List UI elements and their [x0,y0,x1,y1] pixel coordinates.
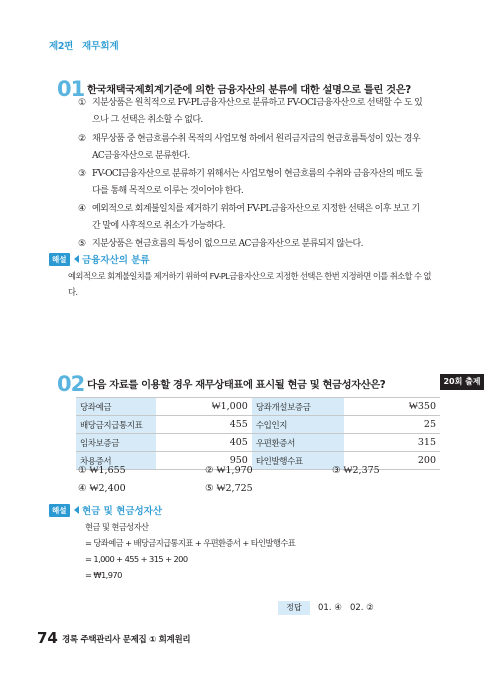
table-label: 당좌예금 [76,398,156,416]
table-row [76,398,440,416]
option-3 [78,166,423,200]
table-label: 타인발행수표 [252,452,345,470]
option-text: 지분상품은 현금흐름의 특성이 없으므로 AC금융자산으로 분류되지 않는다. [92,239,363,249]
question-number: 01 [57,77,85,101]
question-number: 02 [57,372,85,396]
table-value: 25 [344,416,440,434]
part-label: 제2편 [49,41,74,52]
pointer-arrow-icon [74,506,79,514]
table-row [76,416,440,434]
explanation-line: = 1,000 + 455 + 315 + 200 [85,554,188,564]
option-marker: ② [78,134,86,144]
table-row [76,434,440,452]
choice-4: ④ ₩2,400 [78,483,126,494]
explanation-tag: 해설 [49,253,70,266]
option-text: 지분상품은 원칙적으로 FV-PL금융자산으로 분류하고 FV-OCI금융자산으로 선택할 수 도 있으나 그 선택은 취소할 수 없다. [92,98,423,125]
option-text: FV-OCI금융자산으로 분류하기 위해서는 사업모형이 현금흐름의 수취와 금융자산의 매도 둘 다를 통해 목적으로 이루는 것이어야 한다. [92,169,423,196]
table-value: ₩1,000 [156,398,252,416]
explanation-tag: 해설 [49,504,70,517]
page-number: 74 [37,629,58,647]
question-text: 다음 자료를 이용할 경우 재무상태표에 표시될 현금 및 현금성자산은? [87,379,386,391]
option-5 [78,236,423,253]
answer-text: 01. ④ 02. ② [318,603,374,613]
table-label: 배당금지급통지표 [76,416,156,434]
option-marker: ① [78,98,86,108]
table-value: ₩350 [344,398,440,416]
table-label: 우편환증서 [252,434,345,452]
explanation-text: 예외적으로 회계불일치를 제거하기 위하여 FV-PL금융자산으로 지정한 선택은 한번 지정하면 이를 취소할 수 없다. [68,271,431,297]
footer-text: 경록 주택관리사 문제집 ① 회계원리 [62,635,191,645]
explanation-title: 금융자산의 분류 [82,255,150,266]
table-label: 수입인지 [252,416,345,434]
explanation-title: 현금 및 현금성자산 [82,506,163,517]
table-value: 950 [156,452,252,470]
option-text: 채무상품 중 현금흐름수취 목적의 사업모형 하에서 원리금지급의 현금흐름특성이 있는 경우 AC금융자산으로 분류한다. [92,134,420,161]
option-marker: ⑤ [78,239,86,249]
explanation-line: 현금 및 현금성자산 [85,522,149,532]
answer-label: 정답 [278,601,310,615]
explanation-line: = 당좌예금 + 배당금지급통지표 + 우편환증서 + 타인발행수표 [85,538,296,548]
option-text: 예외적으로 회계불일치를 제거하기 위하여 FV-PL금융자산으로 지정한 선택은 이후 보고 기간 말에 사후적으로 취소가 가능하다. [92,204,420,231]
option-2 [78,131,423,165]
choice-3: ③ ₩2,375 [332,465,380,476]
choice-1: ① ₩1,655 [78,465,126,476]
table-value: 455 [156,416,252,434]
question-text: 한국채택국제회계기준에 의한 금융자산의 분류에 대한 설명으로 틀린 것은? [87,84,411,96]
choice-5: ⑤ ₩2,725 [205,483,253,494]
table-value: 200 [344,452,440,470]
table-value: 405 [156,434,252,452]
choice-2: ② ₩1,970 [205,465,253,476]
exam-badge: 20회 출제 [440,374,484,390]
option-marker: ③ [78,169,86,179]
table-label: 임차보증금 [76,434,156,452]
table-label: 차용증서 [76,452,156,470]
option-4 [78,201,423,235]
option-marker: ④ [78,204,86,214]
data-table [76,397,440,470]
section-label: 재무회계 [82,41,119,52]
table-value: 315 [344,434,440,452]
pointer-arrow-icon [74,255,79,263]
option-1 [78,95,423,129]
explanation-line: = ₩1,970 [85,570,122,580]
table-row [76,452,440,470]
table-label: 당좌개설보증금 [252,398,345,416]
